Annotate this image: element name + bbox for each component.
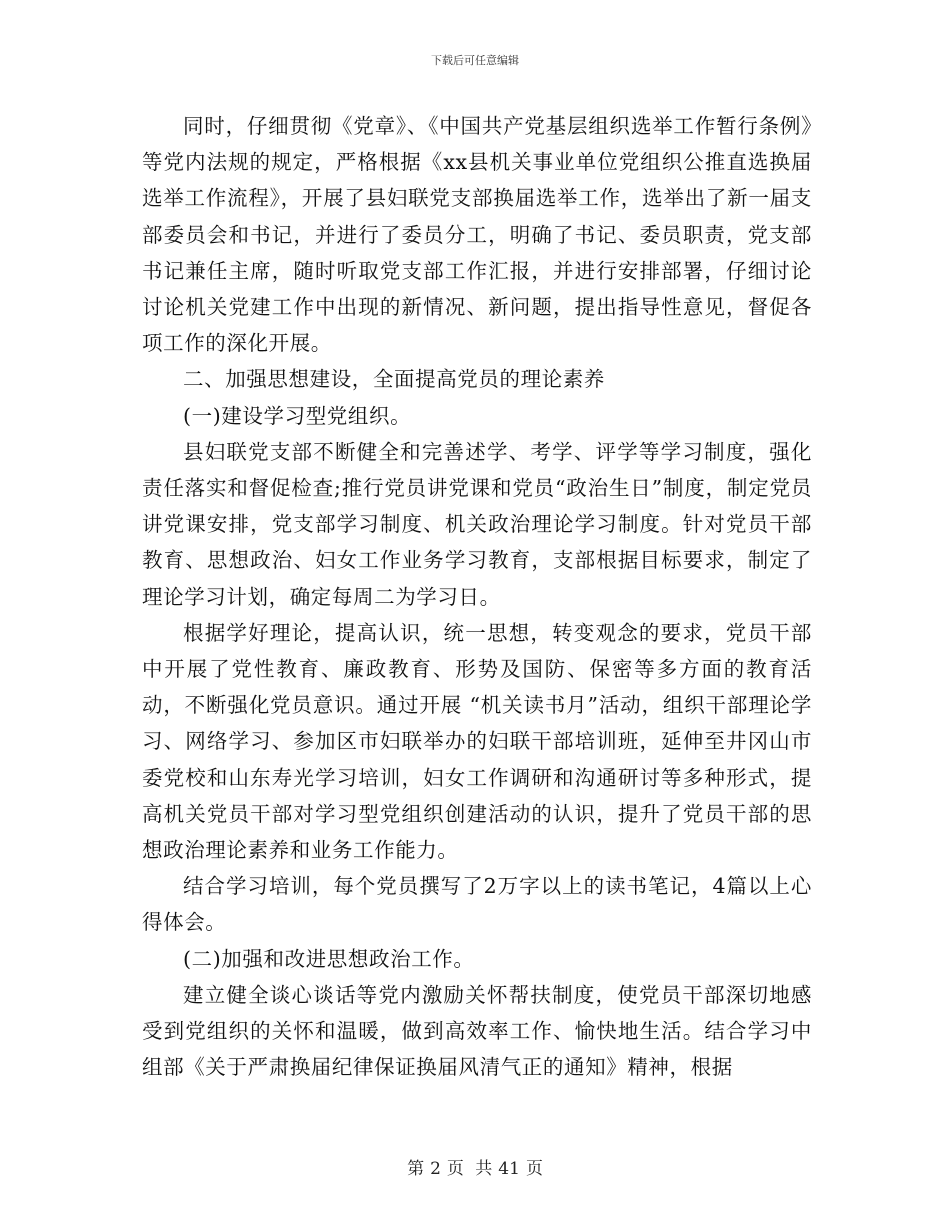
paragraph-care-system: 建立健全谈心谈话等党内激励关怀帮扶制度，使党员干部深切地感受到党组织的关怀和温暖，做到高效率工作、愉快地生活。结合学习中组部《关于严肃换届纪律保证换届风清气正的通知》精神，根据 [142,982,812,1080]
paragraph-reading-notes: 结合学习培训，每个党员撰写了2万字以上的读书笔记，4篇以上心得体会。 [142,874,812,935]
page-label-suffix: 页 [525,1159,543,1179]
subheading-learning-org: (一)建设学习型党组织。 [183,403,412,428]
paragraph-study-system: 县妇联党支部不断健全和完善述学、考学、评学等学习制度，强化责任落实和督促检查;推行党员讲党课和党员“政治生日”制度，制定党员讲党课安排，党支部学习制度、机关政治理论学习制度。针对党员干部教育、思想政治、妇女工作业务学习教育，支部根据目标要求，制定了理论学习计划，确定每周二为学习日。 [142,439,812,609]
page-number: 2 [430,1159,441,1179]
subheading-political-work: (二)加强和改进思想政治工作。 [183,946,475,971]
paragraph-education-activities: 根据学好理论，提高认识，统一思想，转变观念的要求，党员干部中开展了党性教育、廉政教育、形势及国防、保密等多方面的教育活动，不断强化党员意识。通过开展 “机关读书月”活动，组织干部理论学习、网络学习、参加区市妇联举办的妇联干部培训班，延伸至井冈山市委党校和山东寿光学习培训，妇女工作调研和沟通研讨等多种形式，提高机关党员干部对学习型党组织创建活动的认识，提升了党员干部的思想政治理论素养和业务工作能力。 [142,620,812,863]
section-heading-ideology: 二、加强思想建设，全面提高党员的理论素养 [183,367,605,392]
page-footer [0,1154,950,1179]
document-body [142,108,812,1085]
page-header: 下载后可任意编辑 [431,54,519,67]
page-label-prefix: 第 [407,1159,425,1179]
page-label-middle: 页 共 [446,1159,493,1179]
total-pages: 41 [498,1159,520,1179]
paragraph-election: 同时，仔细贯彻《党章》、《中国共产党基层组织选举工作暂行条例》等党内法规的规定，严格根据《xx县机关事业单位党组织公推直选换届选举工作流程》，开展了县妇联党支部换届选举工作，选举出了新一届支部委员会和书记，并进行了委员分工，明确了书记、委员职责，党支部书记兼任主席，随时听取党支部工作汇报，并进行安排部署，仔细讨论讨论机关党建工作中出现的新情况、新问题，提出指导性意见，督促各项工作的深化开展。 [142,114,812,356]
